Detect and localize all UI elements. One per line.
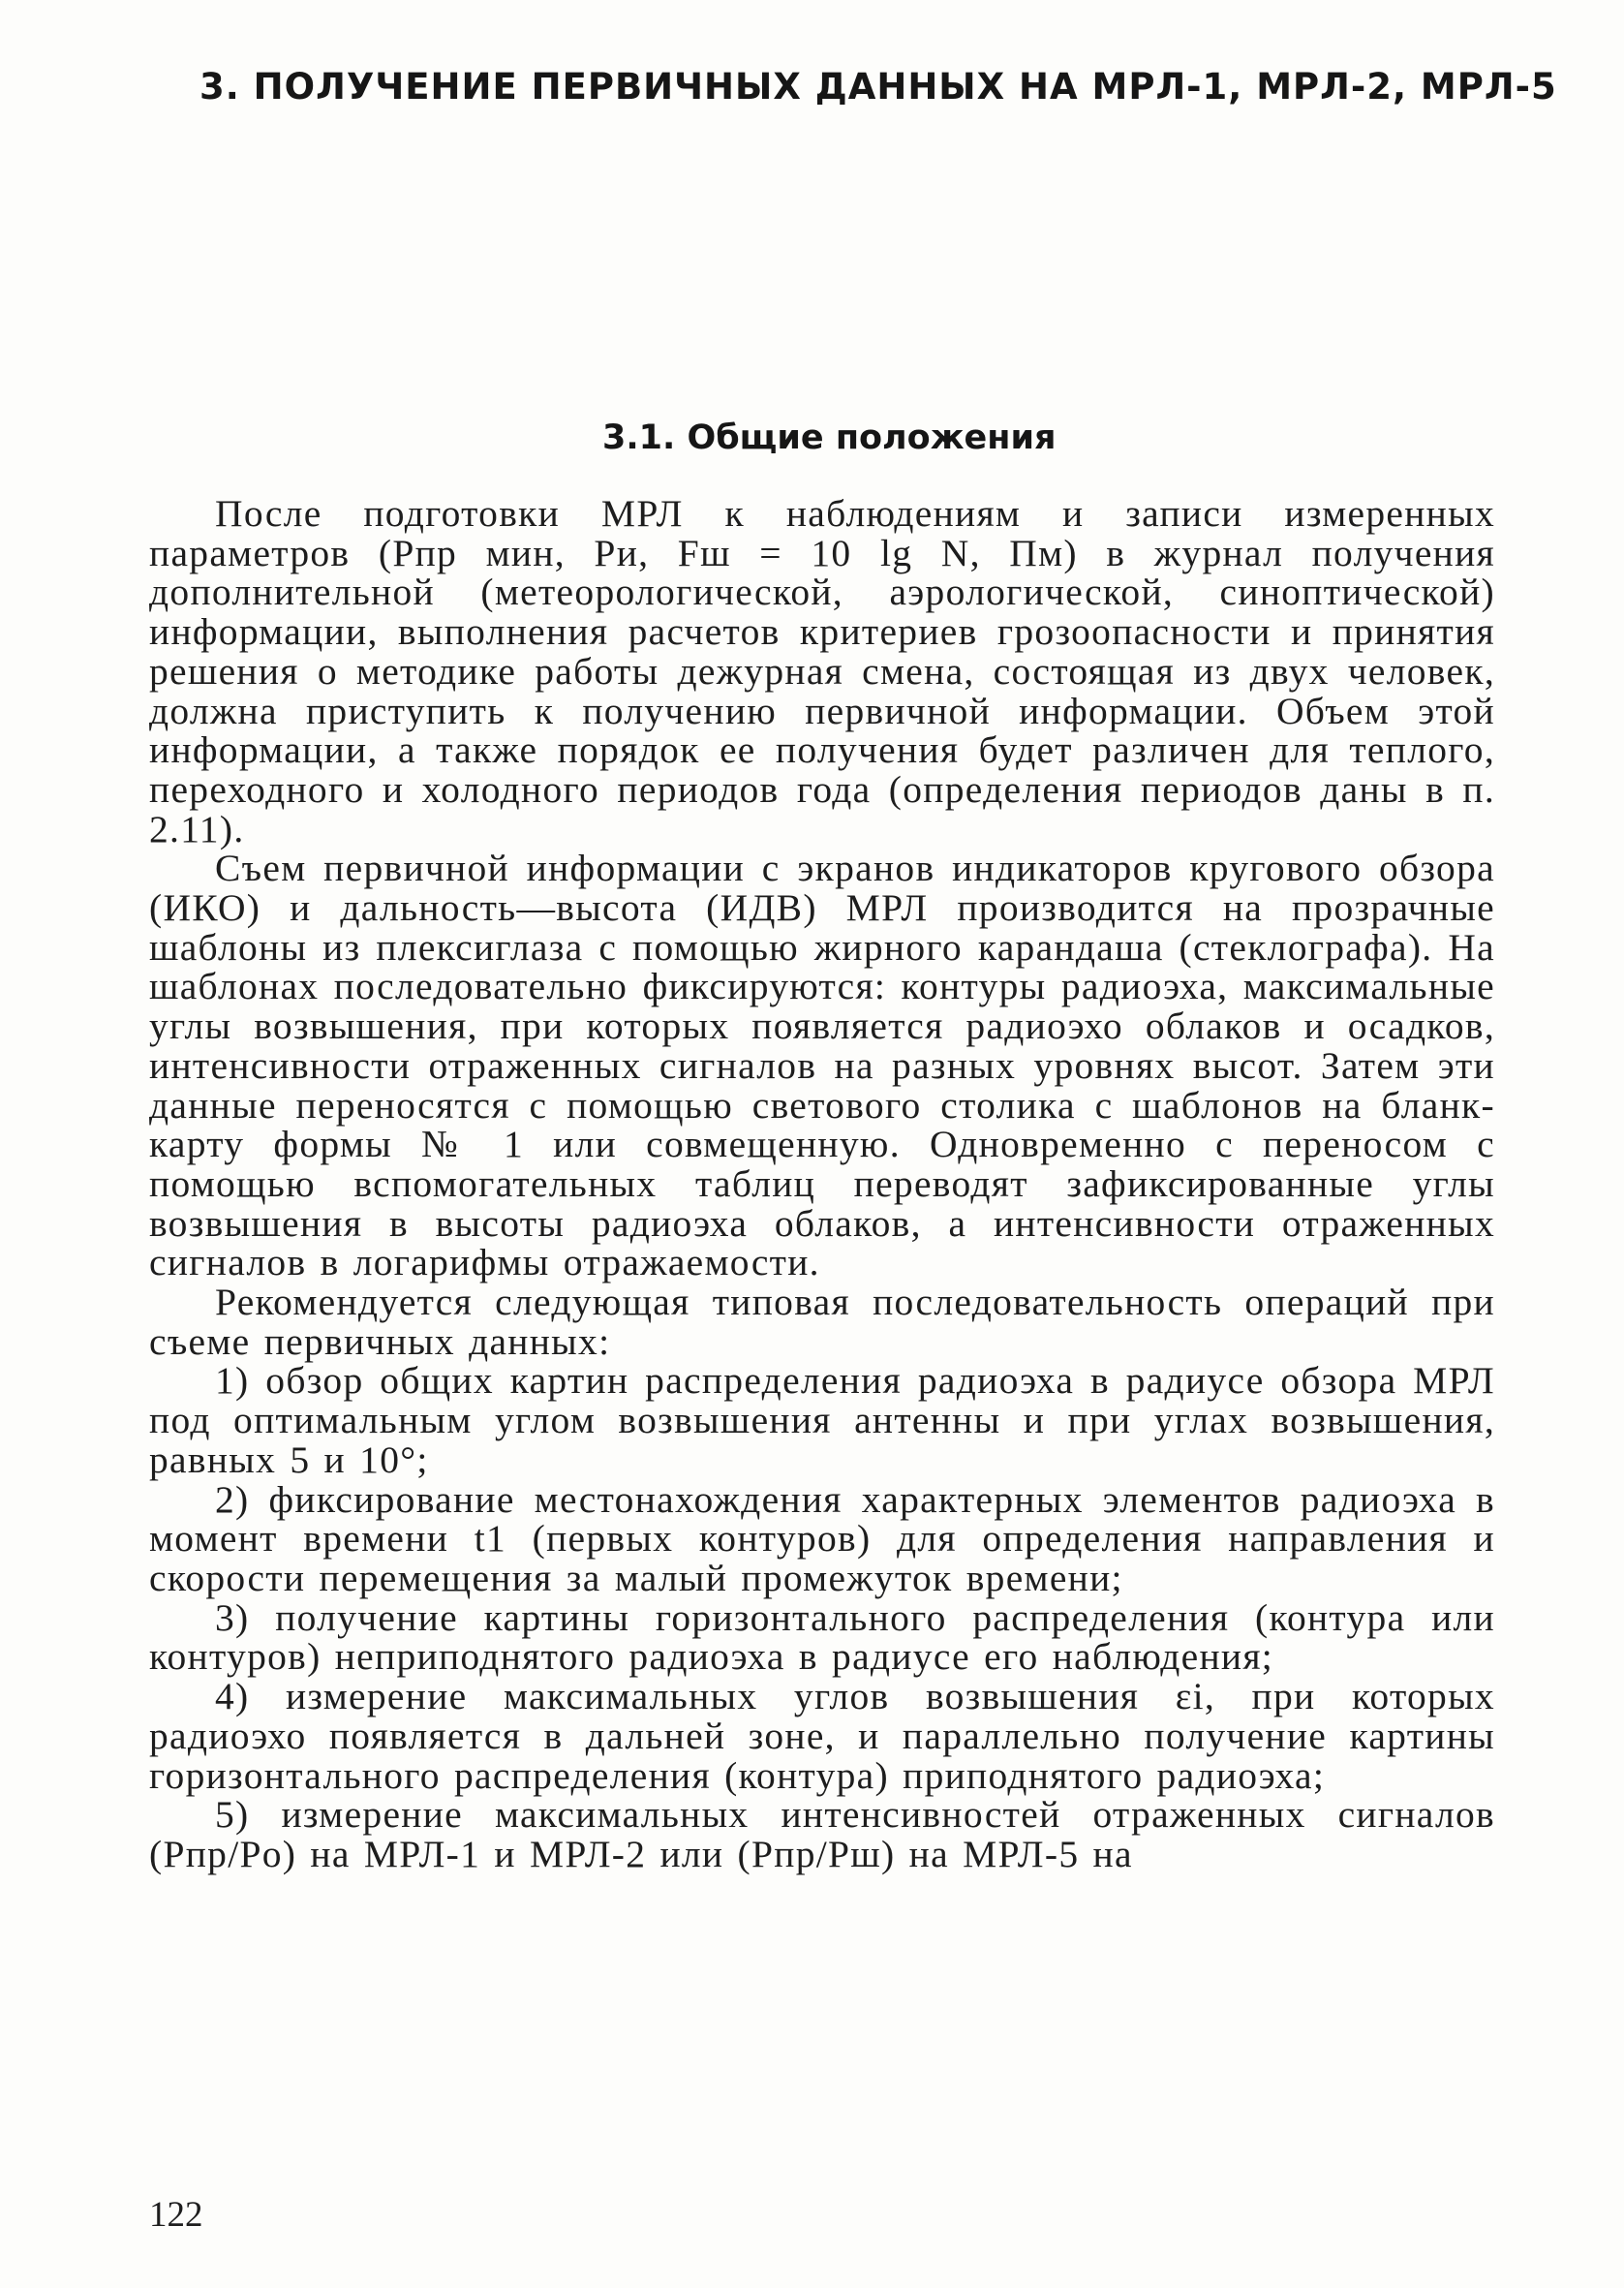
list-item: 3) получение картины горизонтального распределения (контура или контуров) неприподнятого радиоэха в радиусе его наблюдения; xyxy=(149,1595,1495,1679)
body-text xyxy=(149,494,1495,1874)
list-item: 4) измерение максимальных углов возвышения εi, при которых радиоэхо появляется в дальней зоне, и параллельно получение картины горизонтального распределения (контура) приподнятого радиоэха; xyxy=(149,1675,1495,1797)
list-item: 2) фиксирование местонахождения характерных элементов радиоэха в момент времени t1 (первых контуров) для определения направления и скорости перемещения за малый промежуток времени; xyxy=(149,1477,1495,1599)
list-item: 1) обзор общих картин распределения радиоэха в радиусе обзора МРЛ под оптимальным углом возвышения антенны и при углах возвышения, равных 5 и 10°; xyxy=(149,1359,1495,1481)
paragraph: Рекомендуется следующая типовая последовательность операций при съеме первичных данных: xyxy=(149,1281,1495,1363)
section-title: 3.1. Общие положения xyxy=(602,418,1057,457)
page-number: 122 xyxy=(149,2195,203,2235)
paragraph: Съем первичной информации с экранов индикаторов кругового обзора (ИКО) и дальность—высота (ИДВ) МРЛ производится на прозрачные шаблоны из плексиглаза с помощью жирного карандаша (стеклографа). На шаблонах последовательно фиксируются: контуры радиоэха, максимальные углы возвышения, при которых появляется радиоэхо облаков и осадков, интенсивности отраженных сигналов на разных уровнях высот. Затем эти данные переносятся с помощью светового столика с шаблонов на бланк-карту формы № 1 или совмещенную. Одновременно с переносом с помощью вспомогательных таблиц переводят зафиксированные углы возвышения в высоты радиоэха облаков, а интенсивности отраженных сигналов в логарифмы отражаемости. xyxy=(149,847,1495,1284)
paragraph: После подготовки МРЛ к наблюдениям и записи измеренных параметров (Pпр мин, Pи, Fш = 10 lg N, Пм) в журнал получения дополнительной (метеорологической, аэрологической, синоптической) информации, выполнения расчетов критериев грозоопасности и принятия решения о методике работы дежурная смена, состоящая из двух человек, должна приступить к получению первичной информации. Объем этой информации, а также порядок ее получения будет различен для теплого, переходного и холодного периодов года (определения периодов даны в п. 2.11). xyxy=(149,492,1495,850)
list-item: 5) измерение максимальных интенсивностей отраженных сигналов (Pпр/Pо) на МРЛ-1 и МРЛ-2 или (Pпр/Pш) на МРЛ-5 на xyxy=(149,1793,1495,1875)
chapter-title: 3. ПОЛУЧЕНИЕ ПЕРВИЧНЫХ ДАННЫХ НА МРЛ-1, МРЛ-2, МРЛ-5 xyxy=(199,66,1557,108)
